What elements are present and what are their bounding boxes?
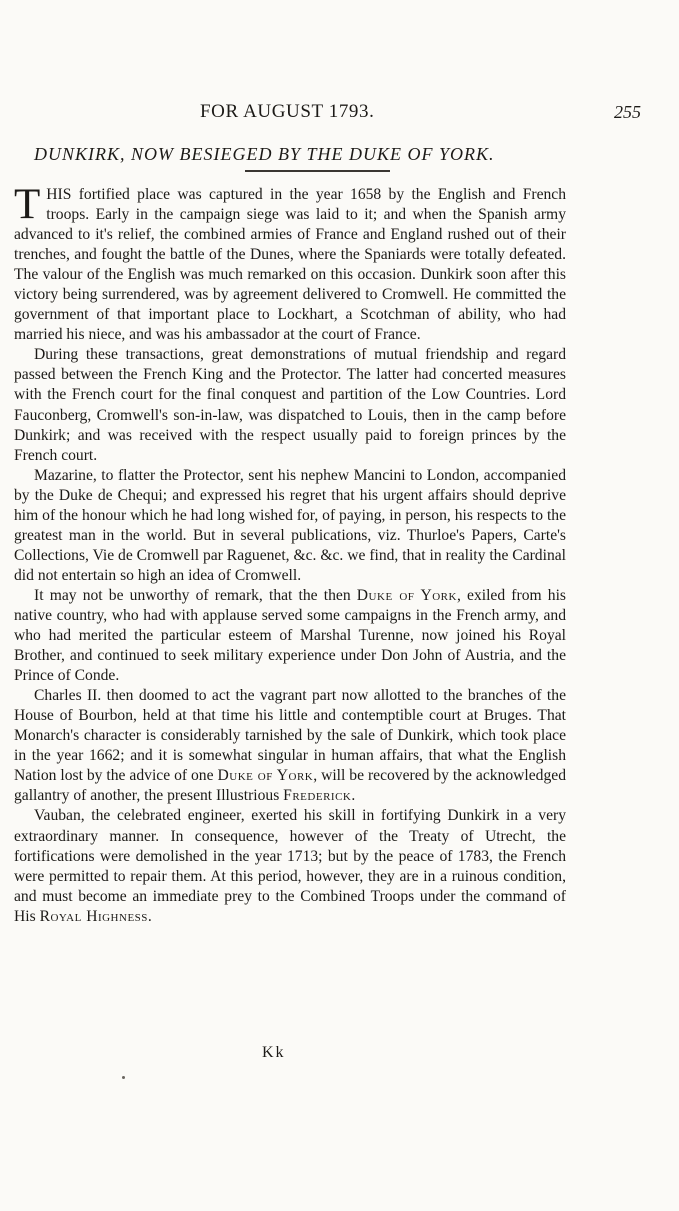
paragraph-6-text-b: . bbox=[147, 907, 152, 925]
paragraph-6 bbox=[14, 806, 566, 926]
paragraph-5-text-a: Charles II. then doomed to act the vagrant part now allotted to the branches of the House of Bourbon, held at that time his little and contemptible court at Bruges. That Monarch's character is considerably tarnished by the sale of Dunkirk, which took place in the year 1662; and it is somewhat singular in human affairs, that what the English Nation lost by the advice of one bbox=[14, 687, 566, 785]
article-body bbox=[14, 181, 566, 927]
paragraph-6-text-a: Vauban, the celebrated engineer, exerted his skill in fortifying Dunkirk in a very extraordinary manner. In consequence, however of the Treaty of Utrecht, the fortifications were demolished in the year 1713; but by the peace of 1783, the French were permitted to repair them. At this period, however, they are in a ruinous condition, and must become an immediate prey to the Combined Troops under the command of His bbox=[14, 807, 566, 925]
paragraph-1-text: HIS fortified place was captured in the year 1658 by the English and French troops. Early in the campaign siege was laid to it; and when the Spanish army advanced to it's relief, the combined armies of France and England rushed out of their trenches, and fought the battle of the Dunes, where the Spaniards were totally defeated. The valour of the English was much remarked on this occasion. Dunkirk soon after this victory being surrendered, was by agreement delivered to Cromwell. He committed the government of that important place to Lockhart, a Scotchman of ability, who had married his niece, and was his ambassador at the court of France. bbox=[14, 186, 566, 344]
paragraph-3 bbox=[14, 466, 566, 586]
title-rule bbox=[245, 170, 390, 172]
smallcaps-duke-of-york-2: Duke of York bbox=[217, 767, 314, 785]
signature-mark: Kk bbox=[262, 1044, 286, 1061]
paragraph-4-text-a: It may not be unworthy of remark, that the then bbox=[34, 586, 357, 604]
paragraph-4 bbox=[14, 586, 566, 686]
running-head-title: FOR AUGUST 1793. bbox=[200, 101, 375, 122]
paragraph-2-text: During these transactions, great demonstrations of mutual friendship and regard passed between the French King and the Protector. The latter had concerted measures with the French court for the final conquest and partition of the Low Countries. Lord Fauconberg, Cromwell's son-in-law, was dispatched to Louis, then in the camp before Dunkirk; and was received with the respect usually paid to foreign princes by the French court. bbox=[14, 346, 566, 464]
paragraph-3-text: Mazarine, to flatter the Protector, sent his nephew Mancini to London, accompanied by the Duke de Chequi; and expressed his regret that his urgent affairs should deprive him of the honour which he had long wished for, of paying, in person, his respects to the greatest man in the world. But in several publications, viz. Thurloe's Papers, Carte's Collections, Vie de Cromwell par Raguenet, &c. &c. we find, that in reality the Cardinal did not entertain so high an idea of Cromwell. bbox=[14, 466, 566, 584]
page-number: 255 bbox=[614, 102, 641, 122]
smallcaps-royal-highness: Royal Highness bbox=[39, 907, 148, 925]
paragraph-2 bbox=[14, 345, 566, 465]
ink-speck bbox=[122, 1076, 125, 1079]
article-title: DUNKIRK, NOW BESIEGED BY THE DUKE OF YORK. bbox=[34, 144, 495, 164]
smallcaps-frederick: Frederick bbox=[283, 787, 352, 805]
paragraph-4-text-b: , exiled from his native country, who had with applause served some campaigns in the French army, and who had merited the particular esteem of Marshal Turenne, now joined his Royal Brother, and continued to seek military experience under Don John of Austria, and the Prince of Conde. bbox=[14, 586, 566, 685]
running-head bbox=[0, 101, 679, 125]
paragraph-5-text-b: , will be recovered by the acknowledged gallantry of another, the present Illustrious bbox=[14, 767, 566, 805]
smallcaps-duke-of-york: Duke of York bbox=[356, 586, 457, 604]
paragraph-5 bbox=[14, 686, 566, 806]
drop-cap: T bbox=[14, 181, 41, 228]
paragraph-1 bbox=[14, 181, 566, 345]
paragraph-5-text-c: . bbox=[351, 787, 356, 805]
